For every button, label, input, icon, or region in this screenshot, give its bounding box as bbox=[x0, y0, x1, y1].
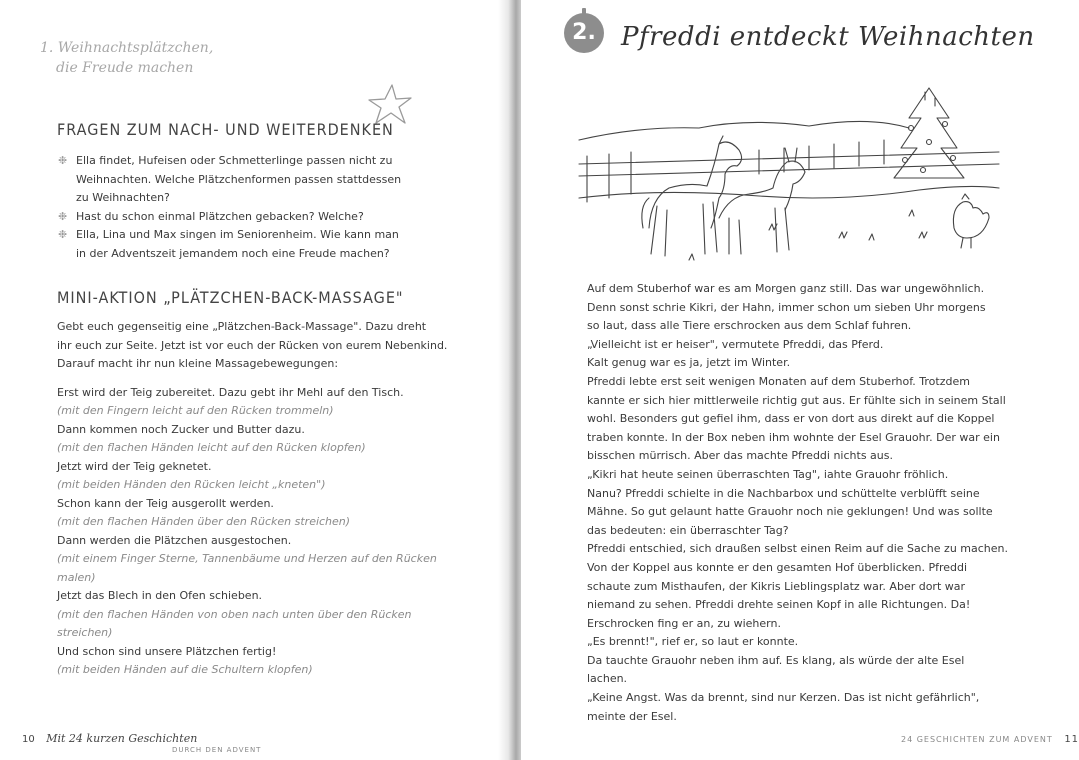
story-line: Von der Koppel aus konnte er den gesamten Hof überblicken. Pfreddi bbox=[587, 560, 968, 574]
right-footer bbox=[901, 734, 1079, 745]
page-number-left: 10 bbox=[22, 734, 35, 745]
question-line: Hast du schon einmal Plätzchen gebacken? Welche? bbox=[76, 209, 364, 223]
story-line: wohl. Besonders gut gefiel ihm, dass er von dort aus direkt auf die Koppel bbox=[587, 412, 995, 426]
chapter-number-badge: 2. bbox=[564, 13, 604, 53]
massage-instruction: streichen) bbox=[57, 626, 113, 639]
left-footer bbox=[22, 732, 262, 754]
story-line: Mähne. So gut gelaunt hatte Grauohr noch nie geklungen! Und was sollte bbox=[587, 505, 993, 519]
massage-instruction: (mit den flachen Händen von oben nach unten über den Rücken bbox=[57, 607, 412, 621]
right-page bbox=[521, 0, 1079, 760]
story-line: so laut, dass alle Tiere erschrocken aus dem Schlaf fuhren. bbox=[587, 319, 912, 333]
baking-step: Erst wird der Teig zubereitet. Dazu gebt ihr Mehl auf den Tisch. bbox=[57, 385, 404, 399]
farm-illustration bbox=[579, 78, 999, 268]
questions-heading: FRAGEN ZUM NACH- UND WEITERDENKEN bbox=[57, 120, 394, 139]
story-line: Pfreddi lebte erst seit wenigen Monaten auf dem Stuberhof. Trotzdem bbox=[587, 374, 970, 388]
story-line: kannte er sich hier mittlerweile richtig gut aus. Er fühlte sich in seinem Stall bbox=[587, 393, 1006, 407]
question-line: Weihnachten. Welche Plätzchenformen passen stattdessen bbox=[76, 172, 402, 186]
question-item bbox=[58, 208, 418, 227]
baking-step: Jetzt das Blech in den Ofen schieben. bbox=[57, 589, 263, 602]
story-line: „Kikri hat heute seinen überraschten Tag", iahte Grauohr fröhlich. bbox=[587, 467, 949, 481]
story-line: bisschen mürrisch. Aber das machte Pfreddi nichts aus. bbox=[587, 449, 893, 463]
story-line: Auf dem Stuberhof war es am Morgen ganz still. Das war ungewöhnlich. bbox=[587, 282, 985, 295]
mini-action-intro bbox=[57, 318, 457, 374]
story-line: meinte der Esel. bbox=[587, 709, 677, 723]
massage-instruction: (mit den Fingern leicht auf den Rücken trommeln) bbox=[57, 404, 334, 417]
story-line: traben konnte. In der Box neben ihm wohnte der Esel Grauohr. Der war ein bbox=[587, 430, 1000, 444]
story-line: Denn sonst schrie Kikri, der Hahn, immer schon um sieben Uhr morgens bbox=[587, 300, 986, 314]
questions-list bbox=[58, 152, 418, 263]
mini-action-heading: MINI-AKTION „PLÄTZCHEN-BACK-MASSAGE" bbox=[57, 288, 404, 307]
question-item bbox=[58, 226, 418, 263]
question-line: Ella findet, Hufeisen oder Schmetterlinge passen nicht zu bbox=[76, 154, 393, 167]
book-subtitle-footer: DURCH DEN ADVENT bbox=[172, 746, 262, 754]
story-line: lachen. bbox=[587, 672, 628, 686]
massage-instruction: (mit beiden Händen den Rücken leicht „kneten") bbox=[57, 478, 326, 491]
intro-line: Gebt euch gegenseitig eine „Plätzchen-Back-Massage". Dazu dreht bbox=[57, 320, 427, 333]
book-title-footer: Mit 24 kurzen Geschichten bbox=[46, 732, 198, 745]
story-line: Erschrocken fing er an, zu wiehern. bbox=[587, 616, 781, 630]
story-line: niemand zu sehen. Pfreddi drehte seinen Kopf in alle Richtungen. Da! bbox=[587, 598, 971, 612]
left-page bbox=[0, 0, 513, 760]
mini-action-body bbox=[57, 318, 457, 680]
question-item bbox=[58, 152, 418, 208]
massage-instruction: malen) bbox=[57, 570, 96, 584]
baking-step: Jetzt wird der Teig geknetet. bbox=[57, 459, 212, 473]
story-line: Kalt genug war es ja, jetzt im Winter. bbox=[587, 356, 791, 370]
baking-step: Schon kann der Teig ausgerollt werden. bbox=[57, 496, 274, 510]
story-line: „Vielleicht ist er heiser", vermutete Pfreddi, das Pferd. bbox=[587, 337, 884, 351]
bullet-flower-icon: ❉ bbox=[58, 209, 68, 223]
story-line: schaute zum Misthaufen, der Kikris Lieblingsplatz war. Aber dort war bbox=[587, 579, 966, 593]
book-subtitle-footer-right: 24 GESCHICHTEN ZUM ADVENT bbox=[901, 735, 1053, 744]
question-line: Ella, Lina und Max singen im Seniorenheim. Wie kann man bbox=[76, 228, 399, 241]
story-line: Nanu? Pfreddi schielte in die Nachbarbox und schüttelte verblüfft seine bbox=[587, 486, 980, 500]
story-line: das bedeuten: ein überraschter Tag? bbox=[587, 523, 789, 537]
bullet-flower-icon: ❉ bbox=[58, 228, 68, 241]
chapter-label bbox=[40, 38, 213, 78]
massage-instruction: (mit den flachen Händen leicht auf den Rücken klopfen) bbox=[57, 441, 366, 454]
massage-instruction: (mit einem Finger Sterne, Tannenbäume und Herzen auf den Rücken bbox=[57, 552, 437, 565]
intro-line: ihr euch zur Seite. Jetzt ist vor euch der Rücken von eurem Nebenkind. bbox=[57, 338, 448, 352]
page-number-right: 11 bbox=[1064, 734, 1079, 745]
story-line: Pfreddi entschied, sich draußen selbst einen Reim auf die Sache zu machen. bbox=[587, 542, 1008, 556]
massage-instruction: (mit beiden Händen auf die Schultern klopfen) bbox=[57, 663, 313, 676]
question-line: zu Weihnachten? bbox=[76, 191, 170, 204]
massage-steps bbox=[57, 384, 457, 680]
story-line: Da tauchte Grauohr neben ihm auf. Es klang, als würde der alte Esel bbox=[587, 653, 965, 667]
baking-step: Dann kommen noch Zucker und Butter dazu. bbox=[57, 422, 305, 436]
baking-step: Und schon sind unsere Plätzchen fertig! bbox=[57, 644, 277, 658]
bullet-flower-icon: ❉ bbox=[58, 154, 68, 167]
story-text bbox=[587, 280, 1007, 726]
massage-instruction: (mit den flachen Händen über den Rücken streichen) bbox=[57, 515, 351, 528]
chapter-label-line1: 1. Weihnachtsplätzchen, bbox=[40, 40, 214, 56]
story-line: „Es brennt!", rief er, so laut er konnte. bbox=[587, 635, 799, 649]
baking-step: Dann werden die Plätzchen ausgestochen. bbox=[57, 533, 292, 547]
question-line: in der Adventszeit jemandem noch eine Freude machen? bbox=[76, 246, 390, 260]
story-line: „Keine Angst. Was da brennt, sind nur Kerzen. Das ist nicht gefährlich", bbox=[587, 691, 980, 705]
intro-line: Darauf macht ihr nun kleine Massagebewegungen: bbox=[57, 357, 339, 370]
chapter-label-line2: die Freude machen bbox=[56, 60, 194, 76]
story-title: Pfreddi entdeckt Weihnachten bbox=[621, 22, 1035, 52]
